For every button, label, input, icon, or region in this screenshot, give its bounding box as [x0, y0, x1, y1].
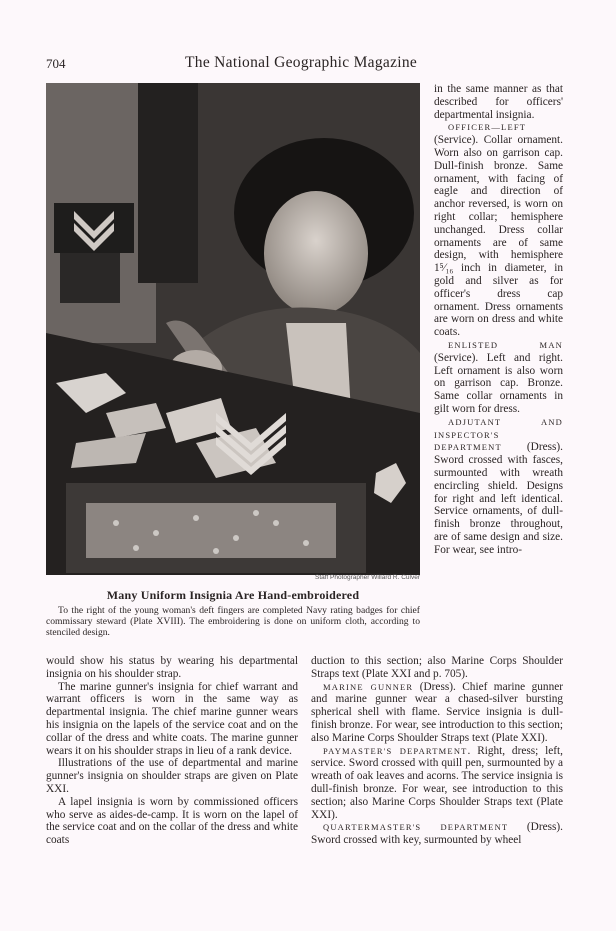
mid-paragraph-1: duction to this section; also Marine Corps Shoulder Straps text (Plate XXI and p. 705). — [311, 655, 563, 680]
page-number: 704 — [46, 56, 66, 71]
right-paragraph-4 — [434, 416, 563, 557]
entry-text-adjutant: (Dress). Sword crossed with fasces, surmounted with wreath encircling shield. Designs for right and left identical. Service ornaments, of dull-finish bronze throughout, are of same design and size. For wear, see intro- — [434, 441, 563, 556]
entry-heading-adjutant: ADJUTANT AND INSPECTOR'S DEPARTMENT — [434, 416, 563, 453]
entry-text-paymaster: . Right, dress; left, service. Sword crossed with quill pen, surmounted by a wreath of oak leaves and acorns. The service insignia is dull-finish bronze. For wear, see introduction to this section; also Marine Corps Shoulder Straps text (Plate XXI). — [311, 744, 563, 821]
entry-heading-paymaster: PAYMASTER'S DEPARTMENT — [323, 745, 468, 756]
left-column — [46, 655, 298, 847]
entry-heading-marine-gunner: MARINE GUNNER — [323, 681, 414, 692]
entry-text-marine-gunner: (Dress). Chief marine gunner and marine gunner wear a chased-silver bursting spherical shell with flame. Service insignia is dull-finish bronze. For wear, see introduction to this section; also Marine Corps Shoulder Straps text (Plate XXI). — [311, 680, 563, 744]
photo-credit: Staff Photographer Willard R. Culver — [314, 574, 420, 581]
entry-heading-officer-left: OFFICER—LEFT — [448, 122, 527, 133]
right-column — [434, 83, 563, 556]
mid-paragraph-3 — [311, 745, 563, 822]
mid-paragraph-4 — [311, 821, 563, 847]
entry-text-enlisted-man: (Service). Left and right. Left ornament is also worn on garrison cap. Bronze. Same collar ornaments in gilt worn for dress. — [434, 351, 563, 415]
embroidery-photo — [46, 83, 420, 575]
right-paragraph-1: in the same manner as that described for officers' departmental insignia. — [434, 83, 563, 121]
caption-body: To the right of the young woman's deft fingers are completed Navy rating badges for chief commissary steward (Plate XVIII). The embroidering is done on uniform cloth, according to stenciled design. — [46, 605, 420, 639]
caption-title: Many Uniform Insignia Are Hand-embroidered — [106, 588, 360, 602]
mid-paragraph-2 — [311, 681, 563, 745]
left-paragraph-2: The marine gunner's insignia for chief warrant and warrant officers is worn in the same way as departmental insignia. The chief marine gunner wears his insignia on the lapels of the service coat and on the collar of the dress and white coats. The marine gunner wears it on his shoulder straps in lieu of a rank device. — [46, 680, 298, 757]
entry-heading-quartermaster: QUARTERMASTER'S DEPARTMENT — [323, 822, 509, 833]
right-paragraph-2 — [434, 121, 563, 339]
middle-column — [311, 655, 563, 847]
left-paragraph-4: A lapel insignia is worn by commissioned officers who serve as aides-de-camp. It is worn on the lapel of the service coat and on the collar of the dress and white coats — [46, 795, 298, 847]
left-paragraph-1: would show his status by wearing his departmental insignia on his shoulder strap. — [46, 655, 298, 680]
entry-text-officer-left: (Service). Collar ornament. Worn also on garrison cap. Dull-finish bronze. Same ornament, with facing of eagle and direction of anchor reversed, is worn on right collar; hemisphere unchanged. Dress collar ornaments are of same design, with hemisphere 1⁵⁄₁₆ inch in diameter, in gold and silver as for officer's dress cap ornament. Dress ornaments are worn on dress and white coats. — [434, 134, 563, 339]
left-paragraph-3: Illustrations of the use of departmental and marine gunner's insignia on shoulder straps are given on Plate XXI. — [46, 757, 298, 795]
entry-heading-enlisted-man: ENLISTED MAN — [448, 339, 563, 350]
entry-text-quartermaster: (Dress). Sword crossed with key, surmounted by wheel — [311, 821, 563, 847]
running-head: The National Geographic Magazine — [185, 54, 418, 71]
right-paragraph-3 — [434, 339, 563, 416]
